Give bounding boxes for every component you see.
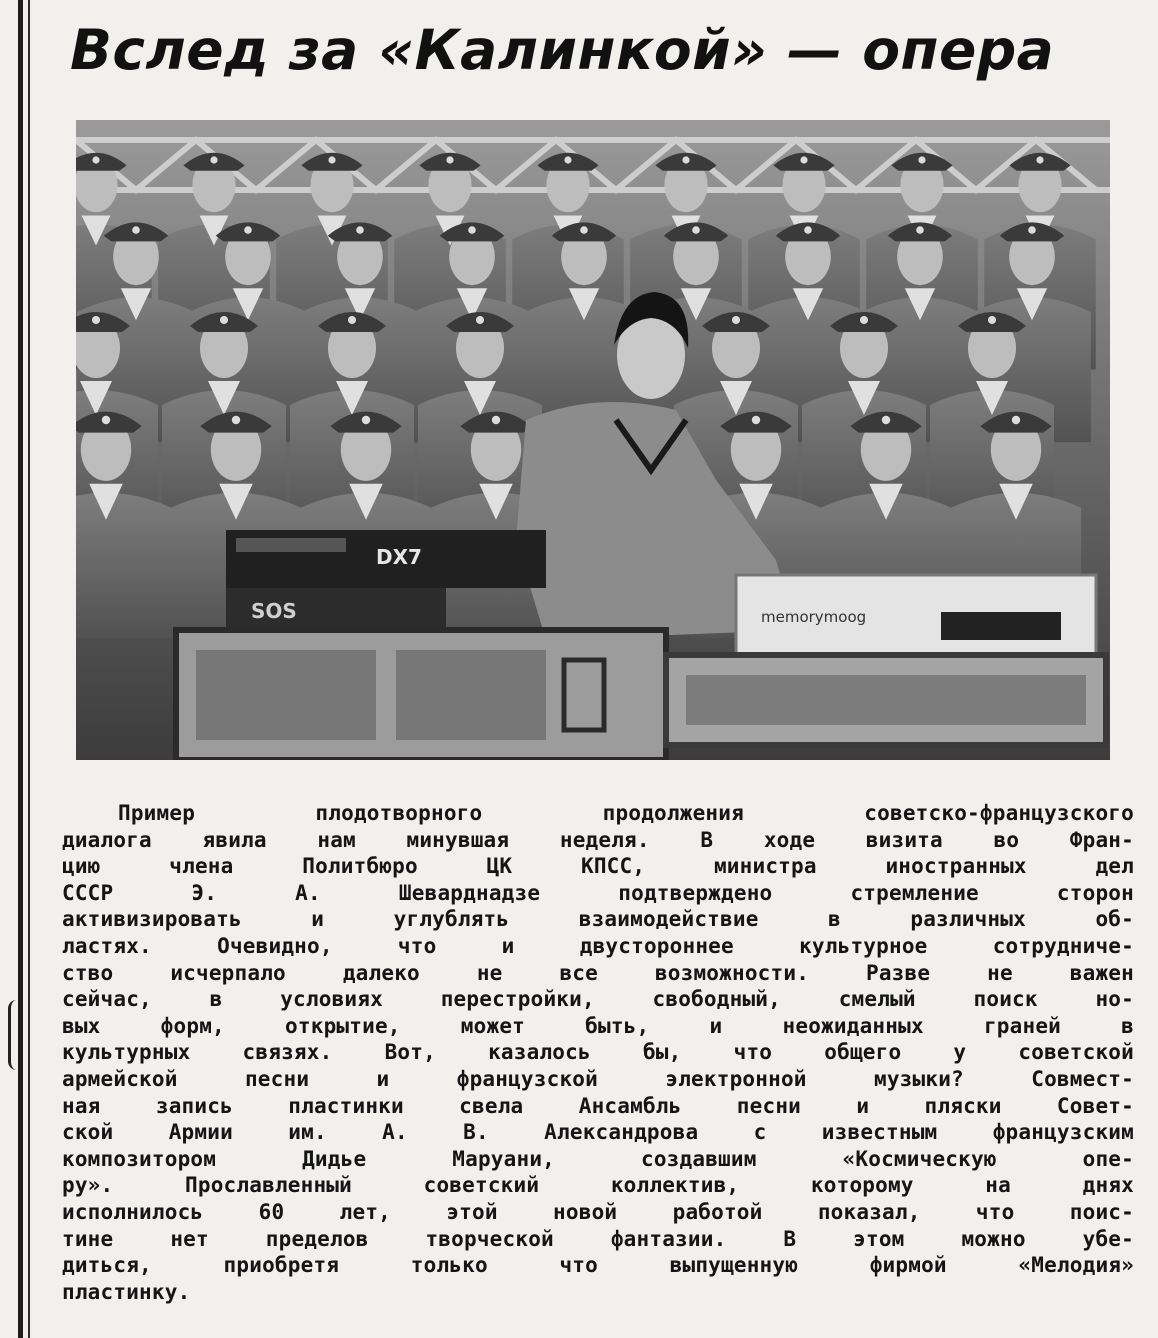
- article-line: диалога явила нам минувшая неделя. В ходе визита во Фран-: [62, 827, 1134, 852]
- article-line: ство исчерпало далеко не все возможности. Разве не важен: [62, 960, 1134, 985]
- article-line: ластях. Очевидно, что и двустороннее культурное сотрудниче-: [62, 933, 1134, 958]
- article-line: диться, приобретя только что выпущенную фирмой «Мелодия»: [62, 1253, 1134, 1278]
- article-body: [62, 800, 1134, 1305]
- page-margin-rule: [18, 0, 23, 1338]
- case-label: SOS: [251, 599, 297, 623]
- article-line: Пример плодотворного продолжения советско-французского: [118, 801, 1134, 825]
- article-line: цию члена Политбюро ЦК КПСС, министра иностранных дел: [62, 854, 1134, 879]
- article-line: композитором Дидье Маруани, создавшим «Космическую опе-: [62, 1146, 1134, 1171]
- article-line: ру». Прославленный советский коллектив, которому на днях: [62, 1173, 1134, 1198]
- paper-tear-mark: [8, 1000, 25, 1070]
- page-margin-rule-thin: [28, 0, 30, 1338]
- article-headline: Вслед за «Калинкой» — опера: [70, 18, 1055, 82]
- article-photo: [76, 120, 1110, 760]
- synth-label: memorymoog: [761, 608, 867, 626]
- article-line: исполнилось 60 лет, этой новой работой показал, что поис-: [62, 1199, 1134, 1224]
- article-line: тине нет пределов творческой фантазии. В этом можно убе-: [62, 1226, 1134, 1251]
- keyboard-label: DX7: [376, 545, 422, 569]
- article-line: армейской песни и французской электронной музыки? Совмест-: [62, 1066, 1134, 1091]
- article-line: ная запись пластинки свела Ансамбль песни и пляски Совет-: [62, 1093, 1134, 1118]
- article-line: пластинку.: [62, 1279, 191, 1304]
- article-line: вых форм, открытие, может быть, и неожиданных граней в: [62, 1013, 1134, 1038]
- article-line: сейчас, в условиях перестройки, свободный, смелый поиск но-: [62, 987, 1134, 1012]
- choir-photo-illustration: [76, 120, 1110, 760]
- article-line: активизировать и углублять взаимодействие в различных об-: [62, 907, 1134, 932]
- article-line: культурных связях. Вот, казалось бы, что общего у советской: [62, 1040, 1134, 1065]
- article-line: СССР Э. А. Шеварднадзе подтверждено стремление сторон: [62, 880, 1134, 905]
- article-line: ской Армии им. А. В. Александрова с известным французским: [62, 1120, 1134, 1145]
